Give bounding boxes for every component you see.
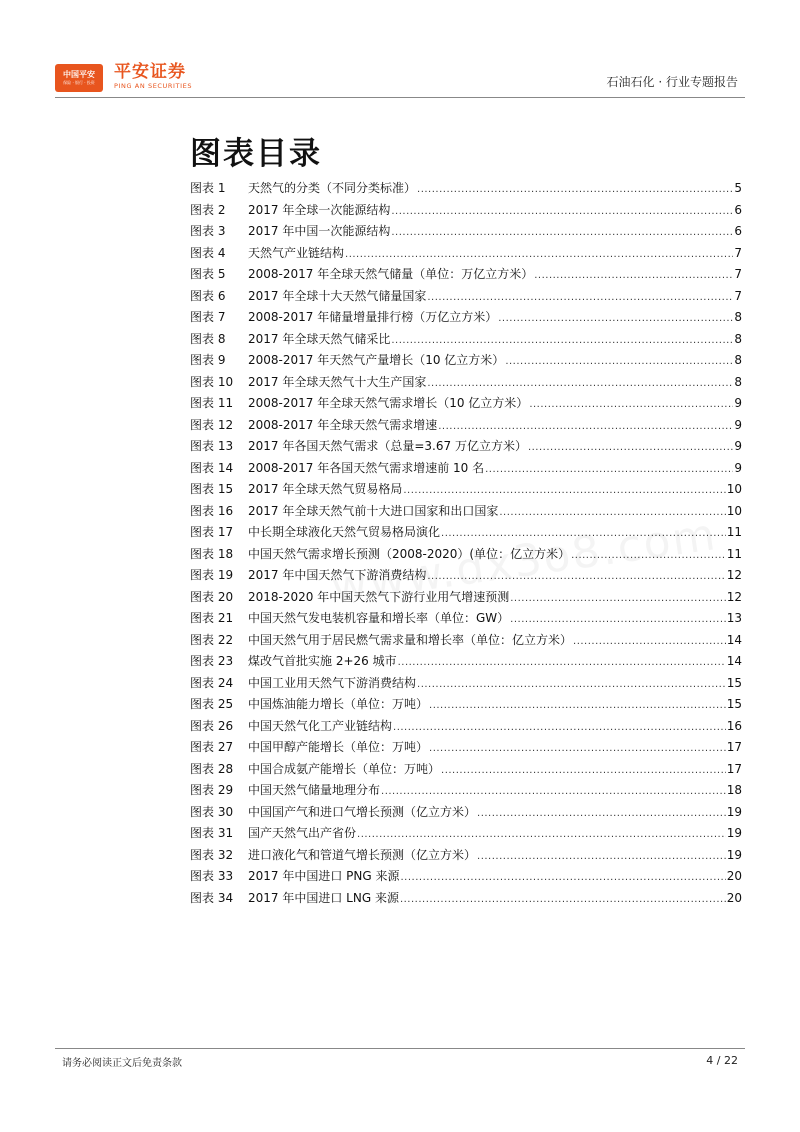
toc-entry[interactable] <box>190 372 742 394</box>
toc-entry-number: 图表 31 <box>190 826 234 840</box>
toc-leader-dots <box>427 373 733 395</box>
toc-entry-title: 2008-2017 年储量增量排行榜（万亿立方米） <box>248 310 498 324</box>
toc-entry-number: 图表 5 <box>190 267 226 281</box>
page-header <box>0 0 800 100</box>
toc-entry[interactable] <box>190 759 742 781</box>
toc-leader-dots <box>505 351 733 373</box>
toc-entry-number: 图表 1 <box>190 181 226 195</box>
toc-leader-dots <box>400 889 726 911</box>
toc-entry[interactable] <box>190 823 742 845</box>
toc-entry-page: 5 <box>734 181 742 195</box>
toc-entry-title: 中国天然气用于居民燃气需求量和增长率（单位：亿立方米） <box>248 632 573 647</box>
toc-entry-page: 11 <box>726 525 742 539</box>
toc-entry-page: 17 <box>726 740 742 754</box>
toc-entry-page: 19 <box>726 804 742 819</box>
toc-entry-title: 2008-2017 年全球天然气储量（单位：万亿立方米） <box>248 267 534 281</box>
toc-leader-dots <box>417 674 726 696</box>
toc-entry-page: 7 <box>734 245 742 260</box>
toc-entry[interactable] <box>190 780 742 802</box>
toc-entry-title: 进口液化气和管道气增长预测（亿立方米） <box>248 847 477 862</box>
toc-leader-dots <box>529 394 733 416</box>
toc-entry-number: 图表 32 <box>190 847 234 862</box>
toc-entry[interactable] <box>190 393 742 415</box>
toc-entry-title: 2017 年全球十大天然气储量国家 <box>248 288 427 303</box>
toc-entry-number: 图表 8 <box>190 331 226 346</box>
toc-entry-title: 中国工业用天然气下游消费结构 <box>248 675 417 690</box>
toc-leader-dots <box>573 631 726 653</box>
toc-entry[interactable] <box>190 329 742 351</box>
toc-entry-page: 14 <box>726 654 742 668</box>
ping-an-logo <box>55 64 103 92</box>
toc-entry-title: 中国天然气发电装机容量和增长率（单位：GW） <box>248 611 510 625</box>
toc-entry-number: 图表 3 <box>190 224 226 238</box>
toc-entry-title: 中国国产气和进口气增长预测（亿立方米） <box>248 804 477 819</box>
toc-entry-page: 19 <box>726 826 742 840</box>
toc-entry-number: 图表 16 <box>190 503 234 518</box>
toc-entry[interactable] <box>190 436 742 458</box>
toc-entry-title: 2017 年中国进口 LNG 来源 <box>248 890 399 905</box>
footer-divider <box>55 1048 745 1049</box>
toc-entry[interactable] <box>190 200 742 222</box>
toc-entry-number: 图表 23 <box>190 654 234 668</box>
toc-leader-dots <box>417 179 733 201</box>
toc-entry[interactable] <box>190 286 742 308</box>
toc-entry-number: 图表 21 <box>190 611 234 625</box>
toc-leader-dots <box>357 824 726 846</box>
toc-entry-page: 7 <box>734 267 742 281</box>
toc-entry[interactable] <box>190 608 742 630</box>
toc-leader-dots <box>429 695 726 717</box>
toc-entry-title: 2008-2017 年全球天然气需求增长（10 亿立方米） <box>248 396 529 410</box>
toc-entry-number: 图表 11 <box>190 396 234 410</box>
toc-leader-dots <box>391 222 733 244</box>
toc-leader-dots <box>398 652 726 674</box>
toc-leader-dots <box>510 588 725 610</box>
toc-entry-number: 图表 28 <box>190 761 234 776</box>
toc-entry[interactable] <box>190 458 742 480</box>
toc-entry-number: 图表 13 <box>190 439 234 453</box>
toc-leader-dots <box>498 308 733 330</box>
toc-entry-number: 图表 15 <box>190 482 234 496</box>
toc-entry-page: 19 <box>726 847 742 862</box>
toc-entry[interactable] <box>190 802 742 824</box>
toc-entry-title: 天然气的分类（不同分类标准） <box>248 181 417 195</box>
brand-en: PING AN SECURITIES <box>114 82 193 90</box>
toc-entry-page: 17 <box>726 761 742 776</box>
toc-entry-title: 2008-2017 年全球天然气需求增速 <box>248 417 438 432</box>
toc-entry[interactable] <box>190 845 742 867</box>
toc-entry[interactable] <box>190 673 742 695</box>
toc-entry-number: 图表 4 <box>190 245 226 260</box>
toc-entry-page: 9 <box>734 439 742 453</box>
toc-entry-title: 中长期全球液化天然气贸易格局演化 <box>248 525 441 539</box>
toc-leader-dots <box>391 201 733 223</box>
toc-leader-dots <box>441 760 726 782</box>
toc-entry-title: 2018-2020 年中国天然气下游行业用气增速预测 <box>248 589 510 604</box>
toc-entry-number: 图表 9 <box>190 353 226 367</box>
toc-entry-page: 14 <box>726 632 742 647</box>
toc-entry-number: 图表 29 <box>190 783 234 797</box>
toc-entry-page: 13 <box>726 611 742 625</box>
toc-entry-title: 2017 年中国进口 PNG 来源 <box>248 869 400 883</box>
brand-name <box>114 62 192 91</box>
toc-leader-dots <box>477 803 726 825</box>
toc-entry-page: 15 <box>726 697 742 711</box>
toc-entry-page: 8 <box>734 353 742 367</box>
toc-entry-title: 2017 年中国天然气下游消费结构 <box>248 568 427 582</box>
toc-entry-page: 9 <box>734 417 742 432</box>
toc-entry-number: 图表 34 <box>190 890 234 905</box>
toc-entry-number: 图表 20 <box>190 589 234 604</box>
toc-entry-page: 15 <box>726 675 742 690</box>
toc-leader-dots <box>381 781 726 803</box>
toc-entry-page: 16 <box>726 718 742 733</box>
toc-entry-page: 12 <box>726 568 742 582</box>
toc-leader-dots <box>345 244 733 266</box>
disclaimer: 请务必阅读正文后免责条款 <box>62 1058 182 1069</box>
toc-title: 图表目录 <box>190 136 322 172</box>
toc-entry[interactable] <box>190 350 742 372</box>
toc-entry[interactable] <box>190 243 742 265</box>
toc-leader-dots <box>485 459 733 481</box>
toc-entry-title: 天然气产业链结构 <box>248 245 345 260</box>
toc-entry-number: 图表 30 <box>190 804 234 819</box>
toc-entry-number: 图表 2 <box>190 202 226 217</box>
toc-entry-number: 图表 33 <box>190 869 234 883</box>
toc-entry-title: 2017 年中国一次能源结构 <box>248 224 391 238</box>
page-number: 4 / 22 <box>706 1054 738 1067</box>
toc-entry-page: 9 <box>734 460 742 475</box>
logo-text: 中国平安 <box>63 70 95 79</box>
toc-entry-title: 2017 年全球天然气前十大进口国家和出口国家 <box>248 503 499 518</box>
toc-entry-page: 10 <box>726 482 742 496</box>
toc-entry[interactable] <box>190 694 742 716</box>
toc-entry-title: 2008-2017 年天然气产量增长（10 亿立方米） <box>248 353 505 367</box>
toc-entry-page: 11 <box>726 546 742 561</box>
toc-leader-dots <box>528 437 733 459</box>
toc-entry[interactable] <box>190 866 742 888</box>
toc-entry-number: 图表 18 <box>190 546 234 561</box>
toc-entry-number: 图表 27 <box>190 740 234 754</box>
toc-entry-number: 图表 25 <box>190 697 234 711</box>
toc-leader-dots <box>534 265 733 287</box>
toc-entry[interactable] <box>190 479 742 501</box>
toc-entry[interactable] <box>190 716 742 738</box>
toc-entry-page: 9 <box>734 396 742 410</box>
toc-entry-page: 7 <box>734 288 742 303</box>
toc-entry[interactable] <box>190 630 742 652</box>
toc-entry-title: 2017 年全球天然气十大生产国家 <box>248 374 427 389</box>
toc-entry-page: 8 <box>734 331 742 346</box>
toc-entry-page: 20 <box>726 869 742 883</box>
toc-entry-title: 国产天然气出产省份 <box>248 826 357 840</box>
toc-entry-title: 2017 年各国天然气需求（总量=3.67 万亿立方米） <box>248 439 527 453</box>
toc-entry-title: 2008-2017 年各国天然气需求增速前 10 名 <box>248 460 485 475</box>
toc-entry-page: 8 <box>734 374 742 389</box>
toc-entry-number: 图表 24 <box>190 675 234 690</box>
toc-entry[interactable] <box>190 221 742 243</box>
toc-entry[interactable] <box>190 307 742 329</box>
toc-entry-page: 18 <box>726 783 742 797</box>
toc-leader-dots <box>401 867 726 889</box>
toc-entry[interactable] <box>190 415 742 437</box>
toc-entry-page: 20 <box>726 890 742 905</box>
toc-entry-title: 中国甲醇产能增长（单位：万吨） <box>248 740 429 754</box>
toc-entry-title: 2017 年全球天然气储采比 <box>248 331 391 346</box>
toc-entry-title: 中国天然气化工产业链结构 <box>248 718 393 733</box>
toc-entry-number: 图表 26 <box>190 718 234 733</box>
toc-leader-dots <box>403 480 725 502</box>
toc-entry-page: 12 <box>726 589 742 604</box>
toc-entry-title: 中国炼油能力增长（单位：万吨） <box>248 697 429 711</box>
toc-entry-number: 图表 10 <box>190 374 234 389</box>
toc-entry[interactable] <box>190 651 742 673</box>
toc-leader-dots <box>477 846 726 868</box>
toc-entry-number: 图表 17 <box>190 525 234 539</box>
toc-leader-dots <box>438 416 733 438</box>
toc-leader-dots <box>391 330 733 352</box>
toc-entry-number: 图表 7 <box>190 310 226 324</box>
toc-entry-number: 图表 22 <box>190 632 234 647</box>
toc-entry[interactable] <box>190 888 742 910</box>
toc-entry-page: 6 <box>734 202 742 217</box>
toc-entry-title: 中国天然气储量地理分布 <box>248 783 381 797</box>
toc-entry-page: 6 <box>734 224 742 238</box>
logo-slogan: 保险 · 银行 · 投资 <box>63 80 95 85</box>
toc-entry-title: 2017 年全球天然气贸易格局 <box>248 482 403 496</box>
toc-leader-dots <box>427 287 733 309</box>
toc-entry-title: 煤改气首批实施 2+26 城市 <box>248 654 397 668</box>
toc-entry[interactable] <box>190 737 742 759</box>
toc-entry-page: 8 <box>734 310 742 324</box>
report-type: 石油石化 · 行业专题报告 <box>606 75 738 89</box>
toc-entry[interactable] <box>190 264 742 286</box>
toc-leader-dots <box>510 609 726 631</box>
toc-entry[interactable] <box>190 178 742 200</box>
toc-entry-number: 图表 6 <box>190 288 226 303</box>
toc-entry-number: 图表 12 <box>190 417 234 432</box>
toc-entry-number: 图表 19 <box>190 568 234 582</box>
toc-entry-title: 中国天然气需求增长预测（2008-2020）(单位：亿立方米） <box>248 546 571 561</box>
toc-leader-dots <box>429 738 726 760</box>
header-divider <box>55 97 745 98</box>
brand-cn: 平安证券 <box>114 62 186 82</box>
toc-leader-dots <box>393 717 726 739</box>
toc-entry-page: 10 <box>726 503 742 518</box>
toc-entry-title: 2017 年全球一次能源结构 <box>248 202 391 217</box>
toc-entry-number: 图表 14 <box>190 460 234 475</box>
toc-entry-title: 中国合成氨产能增长（单位：万吨） <box>248 761 441 776</box>
